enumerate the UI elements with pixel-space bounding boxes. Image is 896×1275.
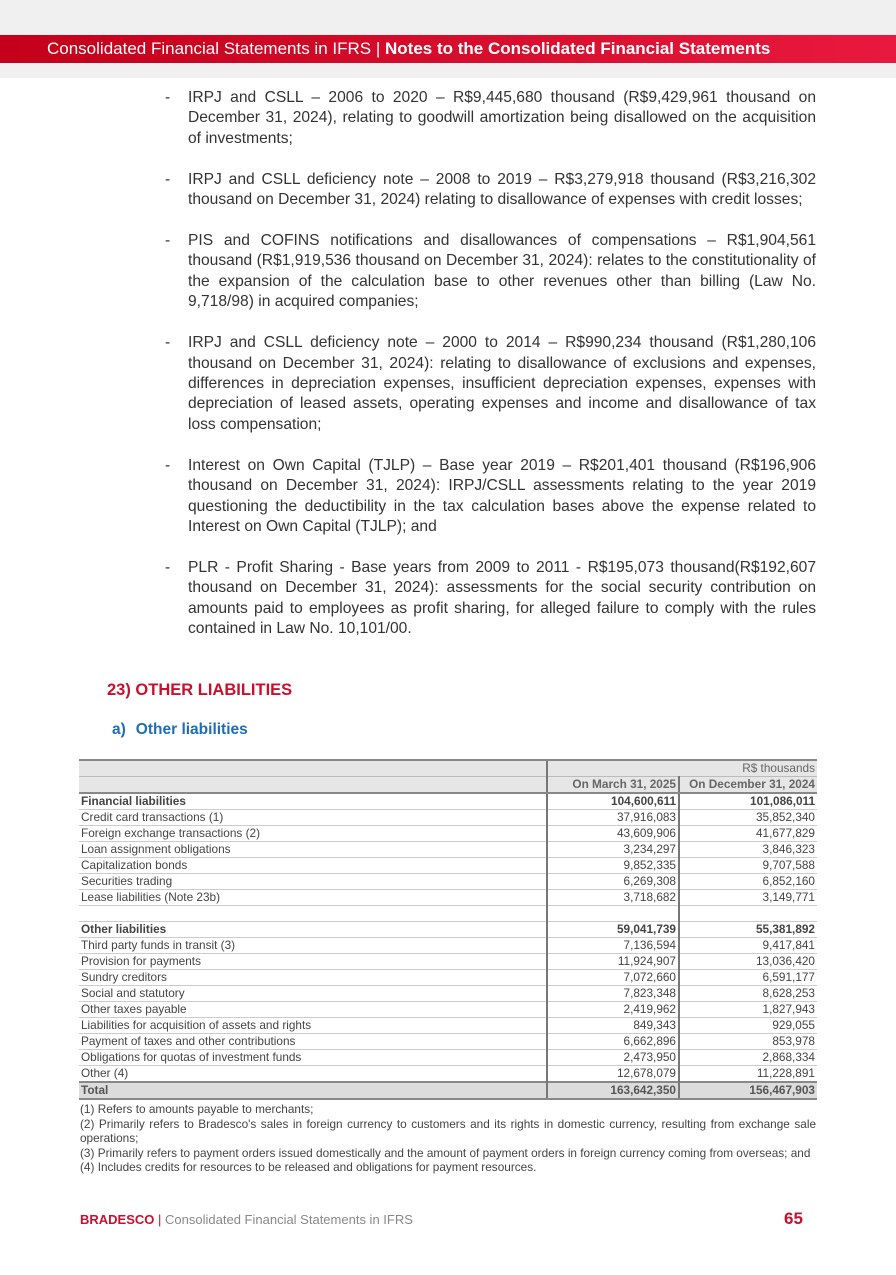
value-dec-2024: 11,228,891: [679, 1066, 817, 1083]
list-item: [160, 333, 816, 435]
bullet-marker: -: [165, 89, 171, 106]
footnote: (1) Refers to amounts payable to merchants;: [80, 1102, 314, 1116]
row-label: Foreign exchange transactions (2): [79, 826, 547, 842]
table-row: [79, 970, 817, 986]
row-label: Payment of taxes and other contributions: [79, 1034, 547, 1050]
row-label: Social and statutory: [79, 986, 547, 1002]
bullet-text: PIS and COFINS notifications and disallowances of compensations – R$1,904,561 thousand (R$1,919,536 thousand on December 31, 2024): relates to the constitutionality of the expansion of the calculation base to other revenues other than billing (Law No. 9,718/98) in acquired companies;: [188, 232, 816, 311]
value-dec-2024: 1,827,943: [679, 1002, 817, 1018]
column-header: On December 31, 2024: [679, 777, 817, 794]
value-mar-2025: 6,662,896: [547, 1034, 679, 1050]
row-label: Other liabilities: [79, 922, 547, 938]
value-mar-2025: 7,823,348: [547, 986, 679, 1002]
list-item: [160, 88, 816, 149]
value-dec-2024: 6,591,177: [679, 970, 817, 986]
table-row: [79, 1018, 817, 1034]
header-title: Consolidated Financial Statements in IFRS: [47, 39, 372, 58]
value-dec-2024: 13,036,420: [679, 954, 817, 970]
value-mar-2025: 37,916,083: [547, 810, 679, 826]
value-mar-2025: 9,852,335: [547, 858, 679, 874]
bullet-text: Interest on Own Capital (TJLP) – Base year 2019 – R$201,401 thousand (R$196,906 thousand on December 31, 2024): IRPJ/CSLL assessments relating to the year 2019 questioning the deductibility in the tax calculation bases above the expense related to Interest on Own Capital (TJLP); and: [188, 456, 816, 535]
value-dec-2024: 9,417,841: [679, 938, 817, 954]
bullet-marker: -: [165, 170, 171, 188]
bullet-marker: -: [165, 456, 171, 474]
table-row: [79, 1034, 817, 1050]
table-row: [79, 1002, 817, 1018]
table-row: [79, 810, 817, 826]
table-unit-row: [79, 760, 817, 777]
bullet-list: [160, 88, 816, 660]
footer-title: Consolidated Financial Statements in IFRS: [165, 1212, 413, 1227]
table-row: [79, 874, 817, 890]
value-mar-2025: 2,473,950: [547, 1050, 679, 1066]
list-item: [160, 231, 816, 313]
bullet-marker: -: [165, 558, 171, 576]
value-dec-2024: 55,381,892: [679, 922, 817, 938]
table-row: [79, 986, 817, 1002]
page-number: 65: [784, 1209, 803, 1228]
row-label: Liabilities for acquisition of assets and rights: [79, 1018, 547, 1034]
value-dec-2024: 2,868,334: [679, 1050, 817, 1066]
footnote: (2) Primarily refers to Bradesco's sales in foreign currency to customers and its rights in domestic currency, resulting from exchange sale operations;: [80, 1116, 816, 1145]
value-mar-2025: 7,072,660: [547, 970, 679, 986]
table-row: [79, 1082, 817, 1099]
table-row: [79, 922, 817, 938]
list-item: [160, 170, 816, 211]
value-dec-2024: 35,852,340: [679, 810, 817, 826]
value-dec-2024: 929,055: [679, 1018, 817, 1034]
value-dec-2024: 3,846,323: [679, 842, 817, 858]
value-mar-2025: 2,419,962: [547, 1002, 679, 1018]
table-row: [79, 890, 817, 906]
row-label: Loan assignment obligations: [79, 842, 547, 858]
row-label: Credit card transactions (1): [79, 810, 547, 826]
subsection-title: [112, 721, 258, 739]
table-row: [79, 1050, 817, 1066]
footnotes: [80, 1102, 816, 1175]
value-mar-2025: 11,924,907: [547, 954, 679, 970]
value-mar-2025: 849,343: [547, 1018, 679, 1034]
value-dec-2024: 6,852,160: [679, 874, 817, 890]
footnote: (3) Primarily refers to payment orders issued domestically and the amount of payment orders in foreign currency coming from overseas; and: [80, 1145, 811, 1160]
footer-brand: BRADESCO: [80, 1212, 155, 1227]
value-mar-2025: [547, 906, 679, 922]
unit-label: R$ thousands: [547, 760, 817, 777]
value-dec-2024: 9,707,588: [679, 858, 817, 874]
value-mar-2025: 104,600,611: [547, 793, 679, 810]
value-mar-2025: 163,642,350: [547, 1082, 679, 1099]
value-mar-2025: 3,234,297: [547, 842, 679, 858]
table-row: [79, 842, 817, 858]
list-item: [160, 456, 816, 538]
value-mar-2025: 59,041,739: [547, 922, 679, 938]
footer-separator: |: [158, 1212, 162, 1227]
list-item: [160, 558, 816, 640]
table-row: [79, 793, 817, 810]
row-label: Other (4): [79, 1066, 547, 1083]
value-dec-2024: 8,628,253: [679, 986, 817, 1002]
table-header-row: [79, 777, 817, 794]
row-label: Obligations for quotas of investment funds: [79, 1050, 547, 1066]
table-row: [79, 858, 817, 874]
header-band: [0, 35, 896, 63]
value-dec-2024: 3,149,771: [679, 890, 817, 906]
row-label: [79, 906, 547, 922]
row-label: Other taxes payable: [79, 1002, 547, 1018]
value-mar-2025: 43,609,906: [547, 826, 679, 842]
bullet-text: IRPJ and CSLL deficiency note – 2000 to 2014 – R$990,234 thousand (R$1,280,106 thousand on December 31, 2024): relating to disallowance of exclusions and expenses, differences in depreciation expenses, insufficient depreciation expenses, expenses with depreciation of leased assets, operating expenses and income and disallowance of tax loss compensation;: [188, 334, 816, 433]
row-label: Financial liabilities: [79, 793, 547, 810]
row-label: Third party funds in transit (3): [79, 938, 547, 954]
subsection-label: Other liabilities: [135, 721, 248, 738]
value-mar-2025: 7,136,594: [547, 938, 679, 954]
header-section: Notes to the Consolidated Financial Statements: [385, 39, 771, 58]
row-label: Provision for payments: [79, 954, 547, 970]
bullet-text: IRPJ and CSLL deficiency note – 2008 to 2019 – R$3,279,918 thousand (R$3,216,302 thousand on December 31, 2024) relating to disallowance of expenses with credit losses;: [188, 170, 816, 209]
value-dec-2024: [679, 906, 817, 922]
bullet-marker: -: [165, 334, 171, 352]
table-row: [79, 906, 817, 922]
table-row: [79, 1066, 817, 1083]
row-label: Total: [79, 1082, 547, 1099]
footer: [80, 1212, 413, 1227]
row-label: Sundry creditors: [79, 970, 547, 986]
table-row: [79, 938, 817, 954]
header-separator: |: [375, 39, 381, 58]
value-dec-2024: 853,978: [679, 1034, 817, 1050]
bullet-text: IRPJ and CSLL – 2006 to 2020 – R$9,445,680 thousand (R$9,429,961 thousand on December 31, 2024), relating to goodwill amortization being disallowed on the acquisition of investments;: [188, 89, 816, 147]
value-mar-2025: 12,678,079: [547, 1066, 679, 1083]
row-label: Lease liabilities (Note 23b): [79, 890, 547, 906]
row-label: Securities trading: [79, 874, 547, 890]
section-title: 23) OTHER LIABILITIES: [107, 681, 293, 699]
value-mar-2025: 6,269,308: [547, 874, 679, 890]
value-dec-2024: 101,086,011: [679, 793, 817, 810]
table-row: [79, 954, 817, 970]
other-liabilities-table: [79, 759, 817, 1100]
value-mar-2025: 3,718,682: [547, 890, 679, 906]
column-header: On March 31, 2025: [547, 777, 679, 794]
footnote: (4) Includes credits for resources to be released and obligations for payment resources.: [80, 1160, 537, 1174]
bullet-marker: -: [165, 232, 171, 250]
subsection-letter: a): [112, 721, 126, 738]
bullet-text: PLR - Profit Sharing - Base years from 2009 to 2011 - R$195,073 thousand(R$192,607 thousand on December 31, 2024): assessments for the social security contribution on amounts paid to employees as profit sharing, for alleged failure to comply with the rules contained in Law No. 10,101/00.: [188, 558, 816, 638]
value-dec-2024: 41,677,829: [679, 826, 817, 842]
row-label: Capitalization bonds: [79, 858, 547, 874]
table-row: [79, 826, 817, 842]
value-dec-2024: 156,467,903: [679, 1082, 817, 1099]
